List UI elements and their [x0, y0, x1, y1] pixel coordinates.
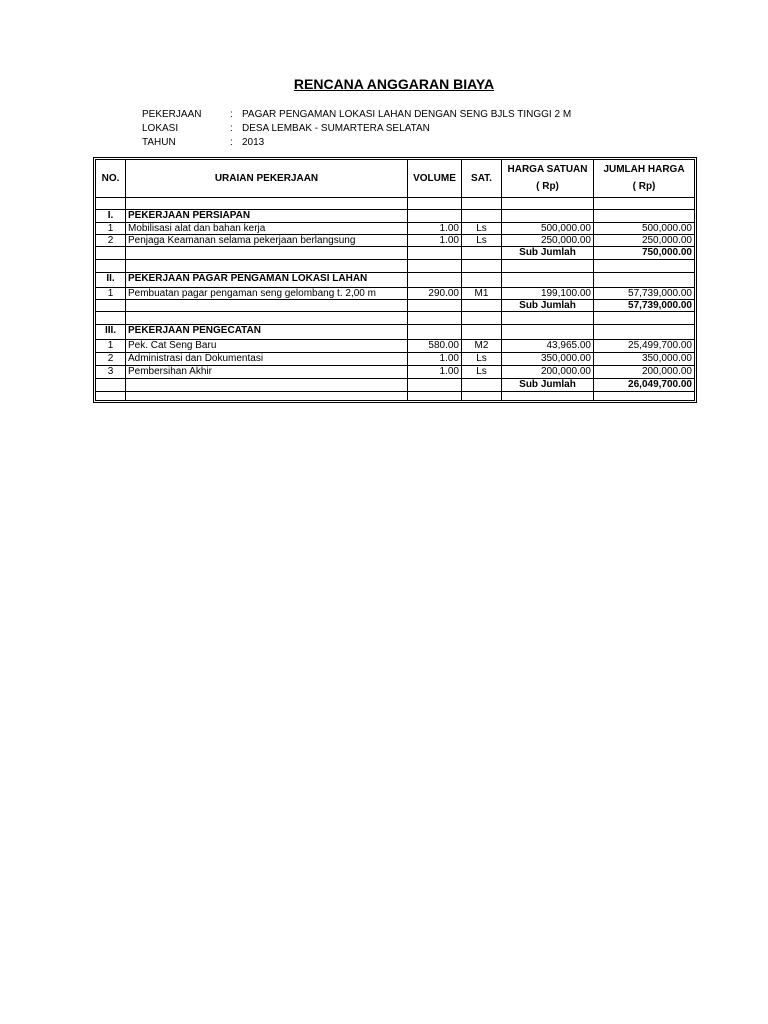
spacer-row — [96, 312, 694, 325]
section-row-1 — [96, 210, 694, 223]
item-sat: Ls — [462, 366, 502, 378]
subtotal-value: 750,000.00 — [641, 247, 692, 258]
table-row — [96, 366, 694, 379]
header-jumlah-harga-unit: ( Rp) — [632, 180, 656, 192]
item-jumlah-harga: 200,000.00 — [641, 366, 692, 377]
item-sat: Ls — [462, 235, 502, 246]
document-title: RENCANA ANGGARAN BIAYA — [293, 76, 495, 92]
item-sat: M2 — [462, 340, 502, 352]
budget-table — [93, 157, 697, 403]
item-jumlah-harga: 57,739,000.00 — [628, 288, 692, 299]
item-sat: Ls — [462, 353, 502, 365]
item-volume: 290.00 — [408, 288, 462, 299]
subtotal-value: 57,739,000.00 — [628, 300, 692, 311]
item-desc: Pembuatan pagar pengaman seng gelombang t. 2,00 m — [126, 288, 408, 299]
item-harga-satuan: 250,000.00 — [502, 235, 594, 246]
subtotal-label: Sub Jumlah — [502, 300, 594, 311]
item-jumlah-harga: 250,000.00 — [641, 235, 692, 246]
item-no: 1 — [96, 340, 126, 352]
header-harga-satuan-unit: ( Rp) — [536, 180, 559, 192]
header-harga-satuan-label: HARGA SATUAN — [507, 164, 588, 176]
item-no: 1 — [96, 223, 126, 234]
section-no: I. — [96, 210, 126, 222]
section-title: PEKERJAAN PAGAR PENGAMAN LOKASI LAHAN — [126, 273, 408, 287]
item-jumlah-harga: 500,000.00 — [641, 223, 692, 234]
item-no: 1 — [96, 288, 126, 299]
item-volume: 1.00 — [408, 366, 462, 378]
info-value: 2013 — [242, 137, 265, 148]
table-row — [96, 235, 694, 247]
subtotal-row-3 — [96, 379, 694, 392]
spacer-row — [96, 392, 694, 400]
item-sat: M1 — [462, 288, 502, 299]
item-desc: Pek. Cat Seng Baru — [126, 340, 408, 352]
item-harga-satuan: 199,100.00 — [502, 288, 594, 299]
info-value: PAGAR PENGAMAN LOKASI LAHAN DENGAN SENG BJLS TINGGI 2 M — [242, 109, 572, 120]
item-volume: 1.00 — [408, 223, 462, 234]
spacer-row — [96, 198, 694, 210]
item-volume: 1.00 — [408, 235, 462, 246]
table-row — [96, 288, 694, 300]
item-desc: Pembersihan Akhir — [126, 366, 408, 378]
info-row-tahun — [142, 136, 571, 150]
info-separator: : — [230, 137, 233, 148]
section-title: PEKERJAAN PENGECATAN — [126, 325, 408, 339]
info-label: TAHUN — [142, 137, 176, 148]
item-sat: Ls — [462, 223, 502, 234]
subtotal-label: Sub Jumlah — [502, 379, 594, 391]
header-jumlah-harga — [594, 160, 694, 197]
item-no: 2 — [96, 235, 126, 246]
table-row — [96, 223, 694, 235]
header-volume: VOLUME — [408, 160, 462, 197]
info-label: PEKERJAAN — [142, 109, 202, 120]
item-harga-satuan: 43,965.00 — [502, 340, 594, 352]
info-label: LOKASI — [142, 123, 179, 134]
info-row-pekerjaan — [142, 108, 571, 122]
table-row — [96, 353, 694, 366]
spacer-row — [96, 260, 694, 273]
header-harga-satuan — [502, 160, 594, 197]
item-volume: 580.00 — [408, 340, 462, 352]
item-harga-satuan: 500,000.00 — [502, 223, 594, 234]
header-uraian: URAIAN PEKERJAAN — [126, 160, 408, 197]
header-no: NO. — [96, 160, 126, 197]
info-separator: : — [230, 109, 233, 120]
item-desc: Penjaga Keamanan selama pekerjaan berlangsung — [126, 235, 408, 246]
section-title: PEKERJAAN PERSIAPAN — [126, 210, 408, 222]
section-no: II. — [96, 273, 126, 287]
section-row-2 — [96, 273, 694, 288]
item-no: 3 — [96, 366, 126, 378]
subtotal-row-1 — [96, 247, 694, 260]
item-desc: Mobilisasi alat dan bahan kerja — [126, 223, 408, 234]
header-sat: SAT. — [462, 160, 502, 197]
item-volume: 1.00 — [408, 353, 462, 365]
subtotal-label: Sub Jumlah — [502, 247, 594, 259]
section-no: III. — [96, 325, 126, 339]
item-no: 2 — [96, 353, 126, 365]
info-value: DESA LEMBAK - SUMARTERA SELATAN — [242, 123, 430, 134]
item-desc: Administrasi dan Dokumentasi — [126, 353, 408, 365]
section-row-3 — [96, 325, 694, 340]
info-separator: : — [230, 123, 233, 134]
project-info — [142, 108, 571, 150]
table-row — [96, 340, 694, 353]
header-jumlah-harga-label: JUMLAH HARGA — [603, 164, 685, 176]
info-row-lokasi — [142, 122, 571, 136]
item-jumlah-harga: 350,000.00 — [641, 353, 692, 364]
item-jumlah-harga: 25,499,700.00 — [628, 340, 692, 351]
subtotal-row-2 — [96, 300, 694, 312]
table-header-row — [96, 160, 694, 198]
subtotal-value: 26,049,700.00 — [628, 379, 692, 390]
item-harga-satuan: 200,000.00 — [502, 366, 594, 378]
item-harga-satuan: 350,000.00 — [502, 353, 594, 365]
